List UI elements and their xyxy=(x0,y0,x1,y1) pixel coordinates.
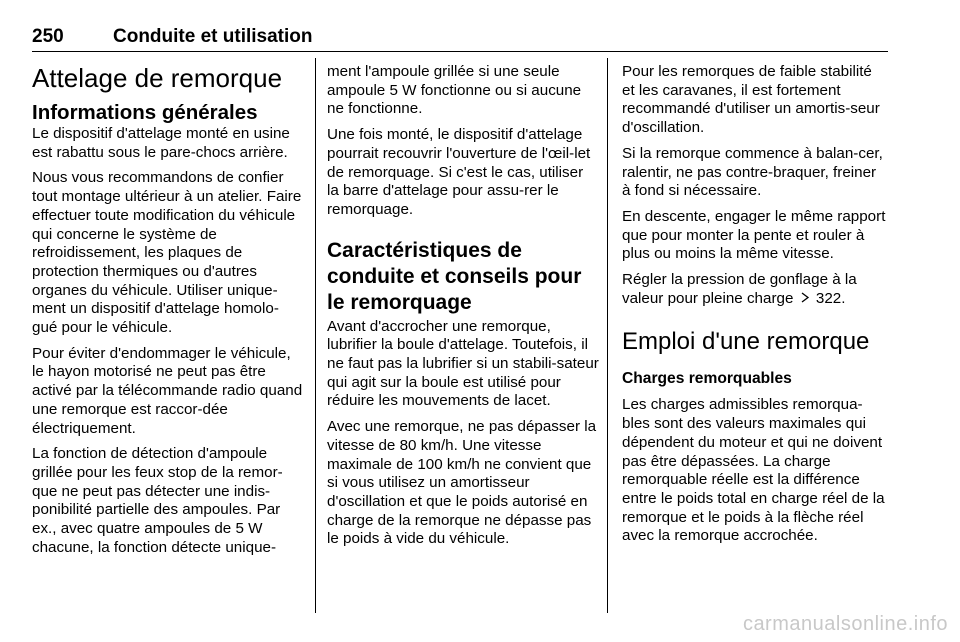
page-reference[interactable]: 322. xyxy=(815,289,846,307)
column-divider-1 xyxy=(315,58,316,613)
column-divider-2 xyxy=(607,58,608,613)
paragraph: La fonction de détection d'ampoule grillée pour les feux stop de la remor-que ne peut pas détecter une indis-ponibilité partielle des ampoules. Par ex., avec quatre ampoules de 5 W chacune, la fonction détecte unique- xyxy=(32,445,283,556)
paragraph: Pour les remorques de faible stabilité et les caravanes, il est fortement recommandé d'utiliser un amortis-seur d'oscillation. xyxy=(622,63,880,137)
column-1 xyxy=(32,60,304,564)
section-title-attelage: Attelage de remorque xyxy=(32,63,283,93)
chapter-title: Conduite et utilisation xyxy=(113,26,313,47)
section-title-caracteristiques: Caractéristiques de conduite et conseils pour le remorquage xyxy=(327,238,582,314)
paragraph: En descente, engager le même rapport que pour monter la pente et rouler à plus ou moins la même vitesse. xyxy=(622,207,886,263)
paragraph: Si la remorque commence à balan-cer, ralentir, ne pas contre-braquer, freiner à fond si nécessaire. xyxy=(622,144,883,200)
paragraph: Avec une remorque, ne pas dépasser la vitesse de 80 km/h. Une vitesse maximale de 100 km/h ne convient que si vous utilisez un amortisseur d'oscillation et que le poids autorisé en charge de la remorque ne dépasse pas le poids à vide du véhicule. xyxy=(327,418,597,548)
paragraph: Une fois monté, le dispositif d'attelage pourrait recouvrir l'ouverture de l'œil-let de remorquage. Si c'est le cas, utiliser la barre d'attelage pour assu-rer le remorquage. xyxy=(327,126,591,218)
header-divider xyxy=(32,51,888,52)
column-3 xyxy=(622,63,888,553)
watermark: carmanualsonline.info xyxy=(742,613,948,635)
paragraph: Les charges admissibles remorqua-bles sont des valeurs maximales qui dépendent du moteur et qui ne doivent pas être dépassées. La charge remorquable réelle est la différence entre le poids total en charge réel de la remorque et le poids à la flèche réel avec la remorque accrochée. xyxy=(622,396,885,545)
subsection-title-informations: Informations générales xyxy=(32,101,258,124)
paragraph: Pour éviter d'endommager le véhicule, le hayon motorisé ne peut pas être activé par la télécommande radio quand une remorque est raccor-dée électriquement. xyxy=(32,344,303,437)
page-number: 250 xyxy=(32,26,64,47)
paragraph-text: Régler la pression de gonflage à la valeur pour pleine charge xyxy=(622,271,857,307)
paragraph: Le dispositif d'attelage monté en usine est rabattu sous le pare-chocs arrière. xyxy=(32,125,290,161)
paragraph: ment l'ampoule grillée si une seule ampoule 5 W fonctionne ou si aucune ne fonctionne. xyxy=(327,63,582,118)
subsection-title-charges: Charges remorquables xyxy=(622,370,792,388)
column-2 xyxy=(327,63,599,556)
paragraph-with-reference xyxy=(622,271,888,308)
page-header xyxy=(32,26,888,54)
paragraph: Nous vous recommandons de confier tout montage ultérieur à un atelier. Faire effectuer toute modification du véhicule qui concerne le système de refroidissement, les plaques de protection thermiques ou d'autres organes du véhicule. Utiliser unique-ment un dispositif d'attelage homolo-gué pour le véhicule. xyxy=(32,169,302,337)
xref-arrow-icon xyxy=(800,290,810,309)
section-title-emploi: Emploi d'une remorque xyxy=(622,328,870,356)
paragraph: Avant d'accrocher une remorque, lubrifier la boule d'attelage. Toutefois, il ne faut pas la lubrifier si un stabili-sateur qui agit sur la boule est utilisé pour réduire les mouvements de lacet. xyxy=(327,317,599,410)
